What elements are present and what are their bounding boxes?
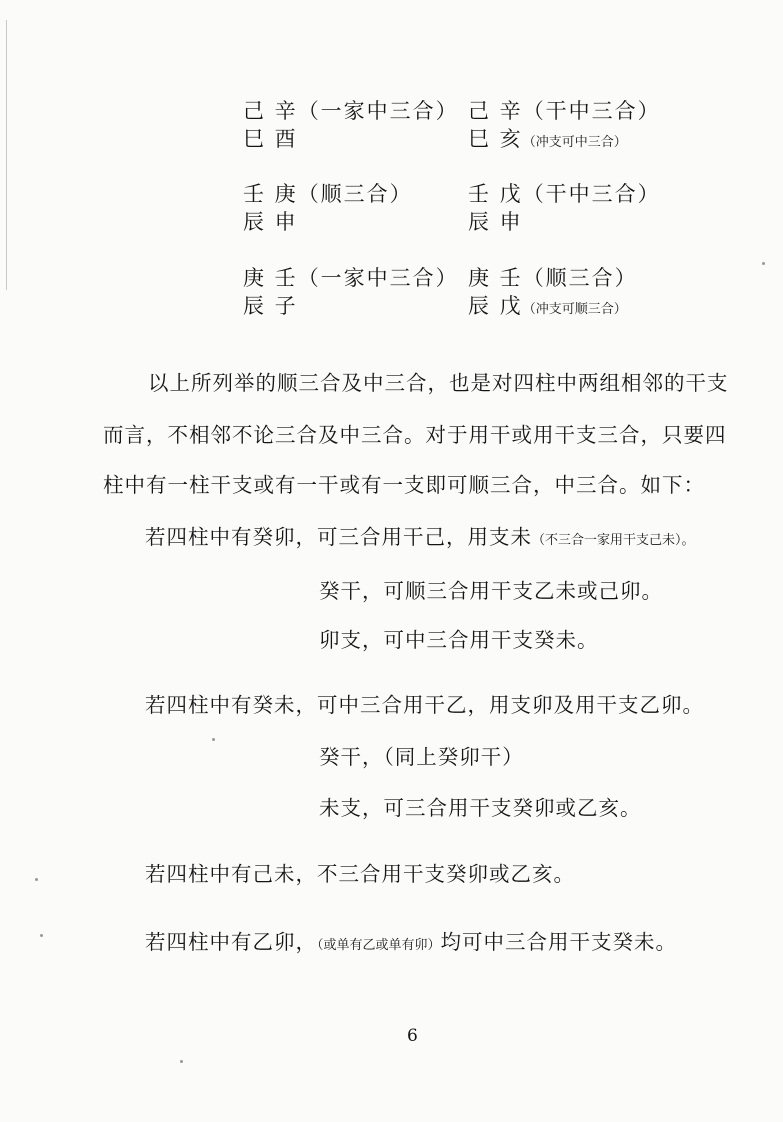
pair1-right-stems: 己 辛（干中三合） <box>468 99 661 123</box>
scan-speck <box>180 1060 183 1063</box>
pair3-right-stems: 庚 壬（顺三合） <box>468 266 638 290</box>
example2-sub2: 未支，可三合用干支癸卯或乙亥。 <box>319 796 642 820</box>
example2-sub1: 癸干，（同上癸卯干） <box>319 745 524 769</box>
pair1-right-note: （冲支可中三合） <box>522 135 627 150</box>
pair3-right-branches: 辰 戊（冲支可顺三合） <box>468 294 627 318</box>
scan-speck <box>762 262 765 265</box>
scan-speck <box>40 934 43 937</box>
paragraph-line-1: 以上所列举的顺三合及中三合，也是对四柱中两组相邻的干支 <box>148 371 729 395</box>
scan-speck <box>35 878 38 881</box>
pair3-left-branches: 辰 子 <box>243 294 298 318</box>
pair1-left-stems: 己 辛（一家中三合） <box>243 99 459 123</box>
example1-sub2: 卯支，可中三合用干支癸未。 <box>319 628 599 652</box>
pair1-left-branches: 巳 酉 <box>243 127 298 151</box>
page-number: 6 <box>407 1026 418 1046</box>
pair1-right-label: （干中三合） <box>522 99 661 123</box>
pair3-left-label: （一家中三合） <box>297 266 459 290</box>
scan-speck <box>212 738 215 741</box>
pair2-right-label: （干中三合） <box>522 182 661 206</box>
example1-note: （不三合一家用干支己未）。 <box>532 533 695 548</box>
example3-main: 若四柱中有己未，不三合用干支癸卯或乙亥。 <box>145 862 575 886</box>
pair2-left-branches: 辰 申 <box>243 210 298 234</box>
scan-edge-line <box>6 20 7 290</box>
pair3-right-note: （冲支可顺三合） <box>522 302 627 317</box>
example4-note: （或单有乙或单有卯） <box>317 938 441 953</box>
example4-main: 若四柱中有乙卯，（或单有乙或单有卯）均可中三合用干支癸未。 <box>145 930 678 954</box>
pair2-right-branches: 辰 申 <box>468 210 523 234</box>
paragraph-line-3: 柱中有一柱干支或有一干或有一支即可顺三合，中三合。如下： <box>103 473 705 497</box>
example2-main: 若四柱中有癸未，可中三合用干乙，用支卯及用干支乙卯。 <box>145 693 704 717</box>
pair3-right-label: （顺三合） <box>522 266 638 290</box>
pair2-left-label: （顺三合） <box>297 182 413 206</box>
pair3-left-stems: 庚 壬（一家中三合） <box>243 266 459 290</box>
pair1-left-label: （一家中三合） <box>297 99 459 123</box>
example1-main: 若四柱中有癸卯，可三合用干己，用支未（不三合一家用干支己未）。 <box>145 525 695 549</box>
example1-sub1: 癸干，可顺三合用干支乙未或己卯。 <box>319 579 663 603</box>
pair2-left-stems: 壬 庚（顺三合） <box>243 182 413 206</box>
pair1-right-branches: 巳 亥（冲支可中三合） <box>468 127 627 151</box>
pair2-right-stems: 壬 戊（干中三合） <box>468 182 661 206</box>
paragraph-line-2: 而言，不相邻不论三合及中三合。对于用干或用干支三合，只要四 <box>103 423 727 447</box>
